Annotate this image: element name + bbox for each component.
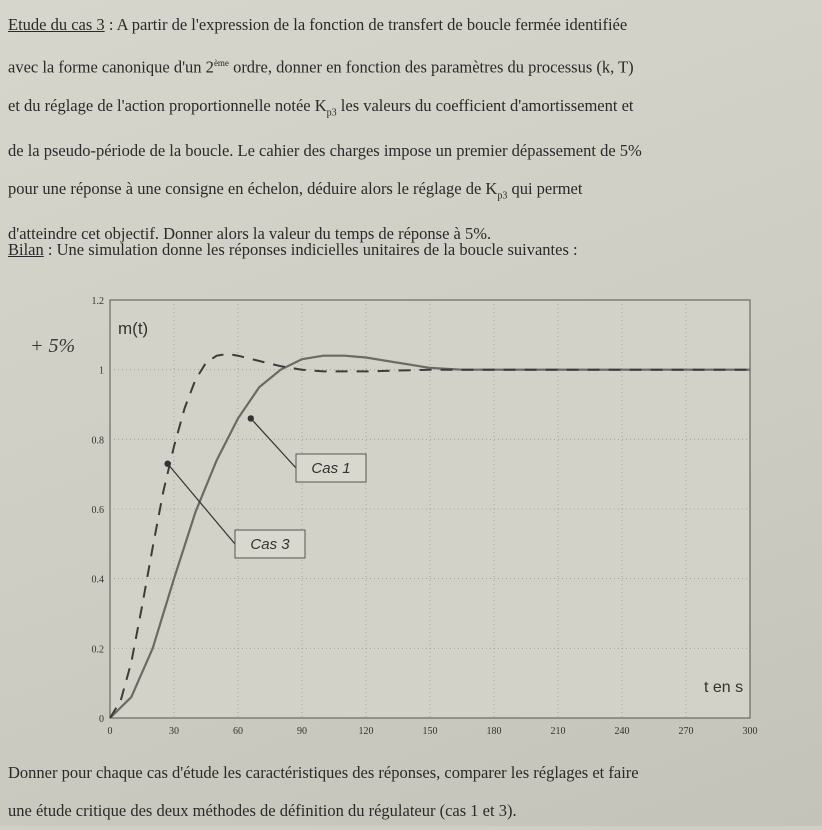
x-tick-label: 150 (422, 726, 438, 737)
y-tick-label: 1.2 (91, 296, 104, 307)
bilan-text: : Une simulation donne les réponses indicielles unitaires de la boucle suivantes : (43, 240, 578, 259)
question-paragraph (8, 6, 816, 253)
annotation-marker (164, 461, 170, 467)
x-tick-label: 60 (233, 726, 243, 737)
x-tick-label: 210 (550, 726, 566, 737)
x-tick-label: 90 (297, 726, 307, 737)
x-tick-label: 180 (486, 726, 502, 737)
paragraph-line-2: avec la forme canonique d'un 2ème ordre, donner en fonction des paramètres du processus (k, T) (8, 57, 634, 77)
section-heading: Etude du cas 3 (8, 15, 105, 34)
footer-line-2: une étude critique des deux méthodes de définition du régulateur (cas 1 et 3). (8, 801, 517, 820)
paragraph-line-4: de la pseudo-période de la boucle. Le cahier des charges impose un premier dépassement de 5% (8, 140, 642, 160)
paragraph-line-5: pour une réponse à une consigne en échelon, déduire alors le réglage de $K_{p3}$ qui permet (8, 178, 583, 202)
paragraph-line-3: et du réglage de l'action proportionnelle notée $K_{p3}$ les valeurs du coefficient d'amortissement et (8, 95, 634, 118)
x-tick-label: 270 (678, 726, 694, 737)
y-tick-label: 0.2 (91, 644, 104, 656)
footer-paragraph (8, 754, 820, 830)
annotation-label: Cas 1 (311, 460, 351, 477)
x-tick-label: 0 (107, 726, 113, 737)
y-tick-label: 0 (99, 714, 104, 725)
footer-line-1: Donner pour chaque cas d'étude les caractéristiques des réponses, comparer les réglages et faire (8, 763, 639, 782)
y-tick-label: 0.8 (91, 435, 104, 447)
annotation-marker (248, 415, 254, 421)
paragraph-line-1: Etude du cas 3 : A partir de l'expression de la fonction de transfert de boucle fermée identifiée (8, 15, 628, 34)
step-response-chart (30, 290, 800, 740)
y-tick-label: 0.4 (91, 574, 104, 586)
x-tick-label: 240 (614, 726, 630, 737)
bilan-label: Bilan (8, 240, 44, 259)
x-tick-label: 30 (169, 726, 179, 737)
y-tick-label: 0.6 (91, 505, 104, 516)
bilan-line (8, 240, 578, 260)
x-axis-label: t en s (704, 679, 744, 696)
paragraph-line-6: d'atteindre cet objectif. Donner alors la valeur du temps de réponse à 5%. (8, 224, 492, 244)
annotation-label: Cas 3 (250, 536, 290, 553)
y-axis-label: m(t) (118, 319, 149, 338)
y-tick-label: 1 (99, 365, 104, 377)
x-tick-label: 120 (358, 726, 374, 737)
x-tick-label: 300 (742, 726, 758, 737)
handwritten-note: + 5% (30, 335, 76, 357)
